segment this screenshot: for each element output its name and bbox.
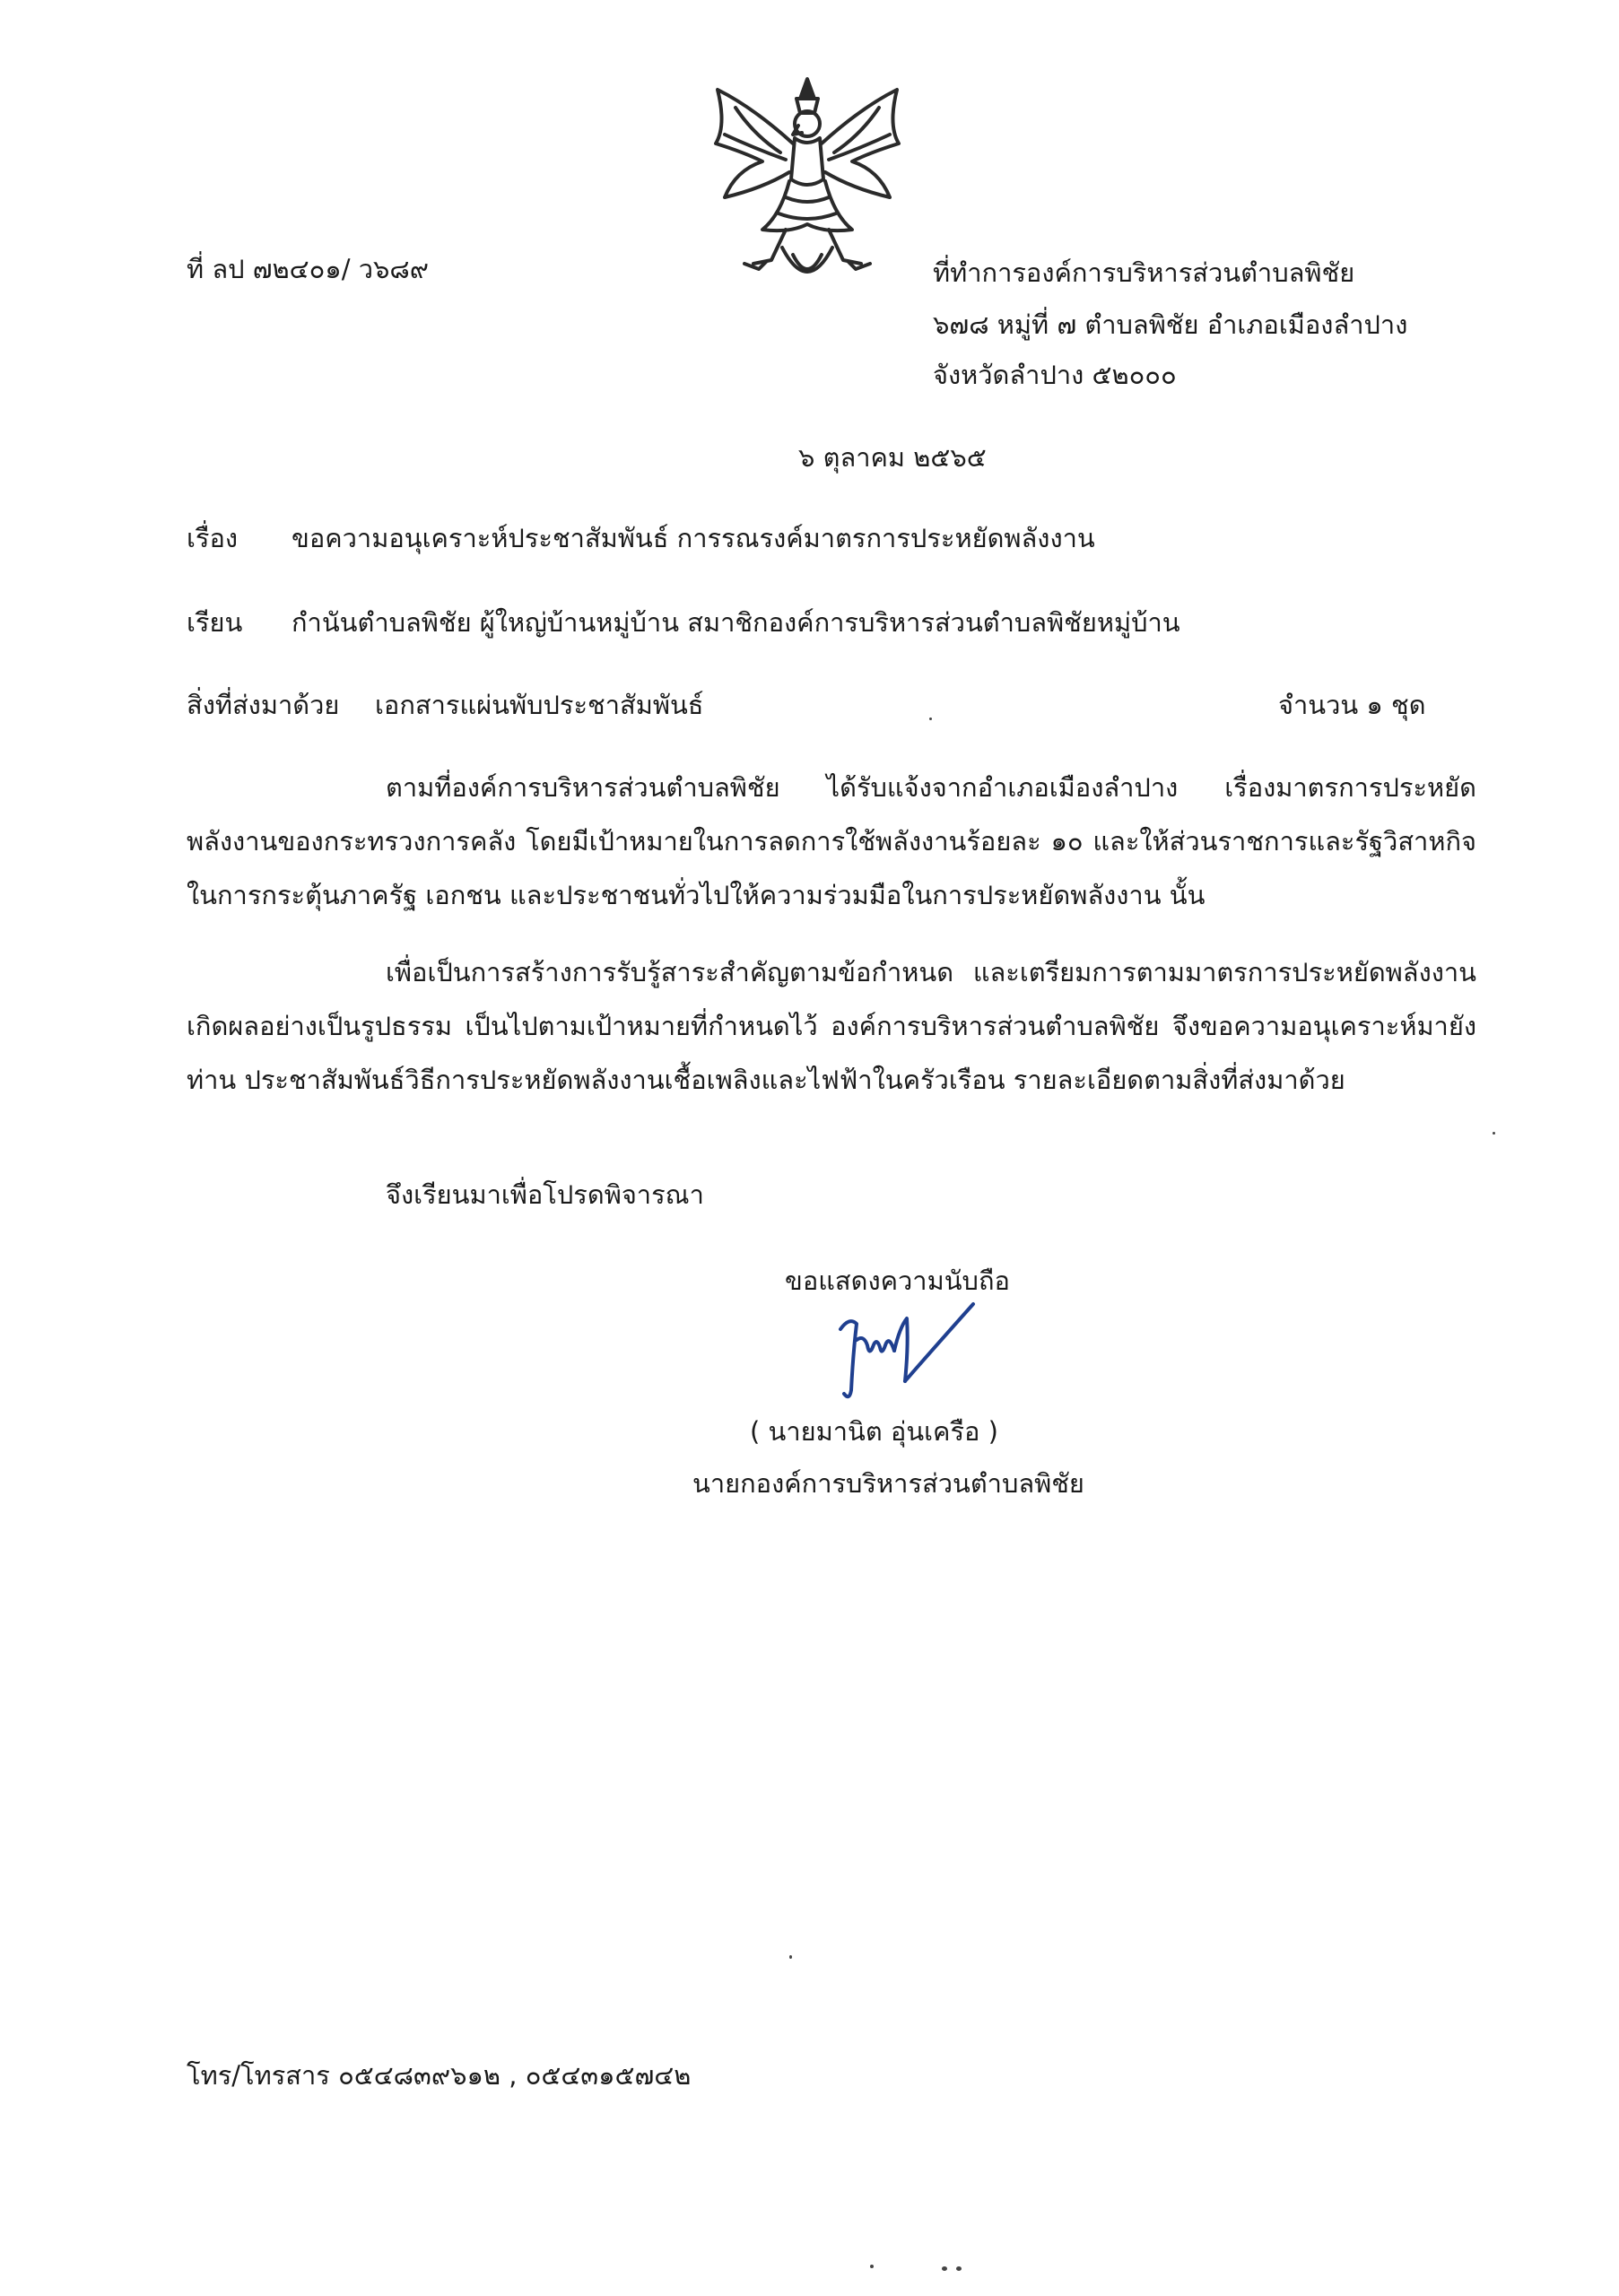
enclosure-quantity: จำนวน ๑ ชุด xyxy=(1278,690,1426,720)
signer-title: นายกองค์การบริหารส่วนตำบลพิชัย xyxy=(692,1468,1084,1499)
scan-speck xyxy=(956,2266,962,2271)
handwritten-signature-icon xyxy=(830,1300,982,1408)
scan-speck xyxy=(1493,1132,1495,1135)
recipient-text: กำนันตำบลพิชัย ผู้ใหญ่บ้านหมู่บ้าน สมาชิกองค์การบริหารส่วนตำบลพิชัยหมู่บ้าน xyxy=(292,607,1180,638)
body-paragraph-2: เพื่อเป็นการสร้างการรับรู้สาระสำคัญตามข้อกำหนด และเตรียมการตามมาตรการประหยัดพลังงาน เกิดผลอย่างเป็นรูปธรรม เป็นไปตามเป้าหมายที่กำหนดไว้ องค์การบริหารส่วนตำบลพิชัย จึงขอความอนุเคราะห์มายังท่าน ประชาสัมพันธ์วิธีการประหยัดพลังงานเชื้อเพลิงและไฟฟ้าในครัวเรือน รายละเอียดตามสิ่งที่ส่งมาด้วย xyxy=(187,957,1476,1095)
scan-speck xyxy=(789,1955,792,1959)
scan-speck xyxy=(942,2266,947,2271)
office-address-line-3: จังหวัดลำปาง ๕๒๐๐๐ xyxy=(933,360,1177,390)
body-paragraph-1: ตามที่องค์การบริหารส่วนตำบลพิชัย ได้รับแจ้งจากอำเภอเมืองลำปาง เรื่องมาตรการประหยัดพลังงานของกระทรวงการคลัง โดยมีเป้าหมายในการลดการใช้พลังงานร้อยละ ๑๐ และให้ส่วนราชการและรัฐวิสาหกิจ ในการกระตุ้นภาครัฐ เอกชน และประชาชนทั่วไปให้ความร่วมมือในการประหยัดพลังงาน นั้น xyxy=(187,772,1476,910)
scan-speck xyxy=(929,718,932,720)
closing-request: จึงเรียนมาเพื่อโปรดพิจารณา xyxy=(386,1179,704,1210)
office-address-line-1: ที่ทำการองค์การบริหารส่วนตำบลพิชัย xyxy=(933,257,1355,288)
garuda-emblem-icon xyxy=(700,72,915,303)
letter-date: ๖ ตุลาคม ๒๕๖๕ xyxy=(798,442,987,473)
contact-phone-fax: โทร/โทรสาร ๐๕๔๘๓๙๖๑๒ , ๐๕๔๓๑๕๗๔๒ xyxy=(187,2060,692,2091)
signer-name: ( นายมานิต อุ่นเครือ ) xyxy=(750,1416,998,1447)
enclosure-text: เอกสารแผ่นพับประชาสัมพันธ์ xyxy=(375,690,704,720)
reference-number: ที่ ลป ๗๒๔๐๑/ ว๖๘๙ xyxy=(187,254,430,284)
scan-speck xyxy=(870,2265,874,2268)
recipient-label: เรียน xyxy=(187,607,243,638)
office-address-line-2: ๖๗๘ หมู่ที่ ๗ ตำบลพิชัย อำเภอเมืองลำปาง xyxy=(933,309,1408,340)
closing-salutation: ขอแสดงความนับถือ xyxy=(785,1265,1010,1296)
subject-label: เรื่อง xyxy=(187,523,239,553)
subject-text: ขอความอนุเคราะห์ประชาสัมพันธ์ การรณรงค์มาตรการประหยัดพลังงาน xyxy=(292,523,1095,553)
enclosure-label: สิ่งที่ส่งมาด้วย xyxy=(187,690,340,720)
